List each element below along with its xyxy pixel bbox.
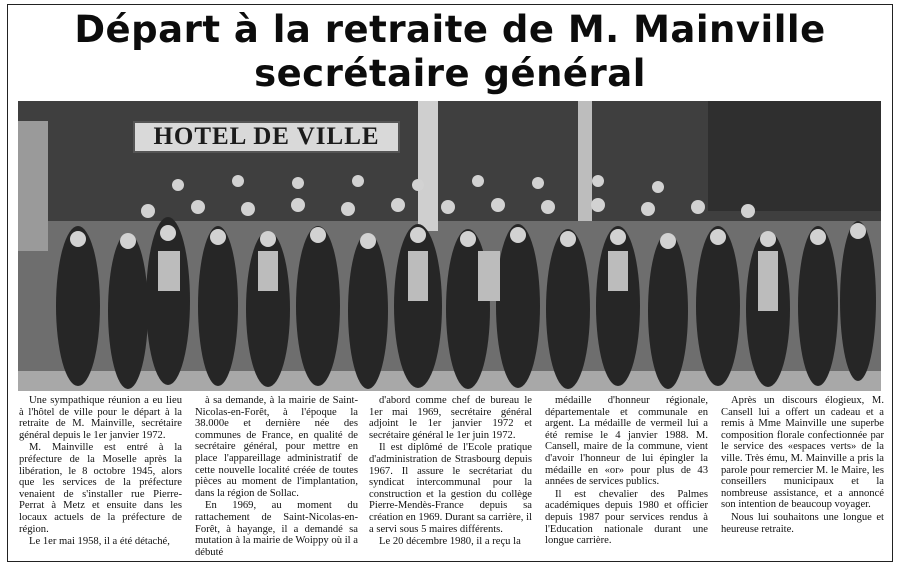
paragraph: En 1969, au moment du rattachement de Saint-Nicolas-en-Forêt, à hayange, il a demandé sa mutation à la mairie de Woippy où il a débuté	[195, 500, 358, 558]
headline-line-1: Départ à la retraite de M. Mainville	[74, 8, 826, 51]
paragraph: Nous lui souhaitons une longue et heureuse retraite.	[721, 511, 884, 535]
hotel-de-ville-sign: HOTEL DE VILLE	[133, 121, 400, 153]
paragraph: d'abord comme chef de bureau le 1er mai 1969, secrétaire général adjoint le 1er janvier 1972 et secrétaire général le 1er juin 1972.	[369, 395, 532, 441]
article-headline	[7, 8, 893, 96]
paragraph: Il est chevalier des Palmes académiques depuis 1980 et officier depuis 1987 pour services rendus à l'Education nationale durant une longue carrière.	[545, 488, 708, 547]
paragraph: Une sympathique réunion a eu lieu à l'hôtel de ville pour le départ à la retraite de M. Mainville, secrétaire général depuis le 1er janvier 1972.	[19, 395, 182, 441]
paragraph: Après un discours élogieux, M. Cansell lui a offert un cadeau et a remis à Mme Mainville une superbe composition florale confectionnée par le service des «espaces verts» de la ville. Très ému, M. Mainville a pris la parole pour remercier M. le Maire, les conseillers municipaux et la nombreuse assistance, et a annoncé son intention de beaucoup voyager.	[721, 395, 884, 511]
paragraph: Le 20 décembre 1980, il a reçu la	[379, 536, 521, 548]
article-column-5	[721, 395, 884, 536]
paragraph: à sa demande, à la mairie de Saint-Nicolas-en-Forêt, à l'époque la 38.000e et dernière née des communes de France, en qualité de secrétaire général, pour mettre en place l'appareillage administratif de cette nouvelle localité créée de toutes pièces au moment de l'implantation, dans la région de Sollac.	[195, 395, 358, 499]
headline-line-2: secrétaire général	[254, 52, 646, 95]
article-column-3	[369, 395, 532, 549]
article-column-4	[545, 395, 708, 548]
article-column-1	[19, 395, 182, 549]
paragraph: M. Mainville est entré à la préfecture de la Moselle après la libération, le 8 octobre 1945, alors que les services de la préfecture venaient de s'installer rue Pierre-Perrat à Metz et ensuite dans les locaux actuels de la préfecture de région.	[19, 442, 182, 535]
article-body	[19, 395, 884, 558]
article-column-2	[195, 395, 358, 559]
paragraph: médaille d'honneur régionale, départementale et communale en argent. La médaille de vermeil lui a été remise le 4 janvier 1988. M. Cansell, maire de la commune, vient d'avoir l'honneur de lui épingler la médaille en «or» pour plus de 43 années de services publics.	[545, 395, 708, 488]
paragraph: Il est diplômé de l'Ecole pratique d'administration de Strasbourg depuis 1967. Il assure le secrétariat du syndicat intercommunal pour la construction et la gestion du collège Pierre-Mendès-France depuis sa création en 1969. Durant sa carrière, il a servi sous 5 maires différents.	[369, 442, 532, 535]
paragraph: Le 1er mai 1958, il a été détaché,	[29, 536, 170, 548]
